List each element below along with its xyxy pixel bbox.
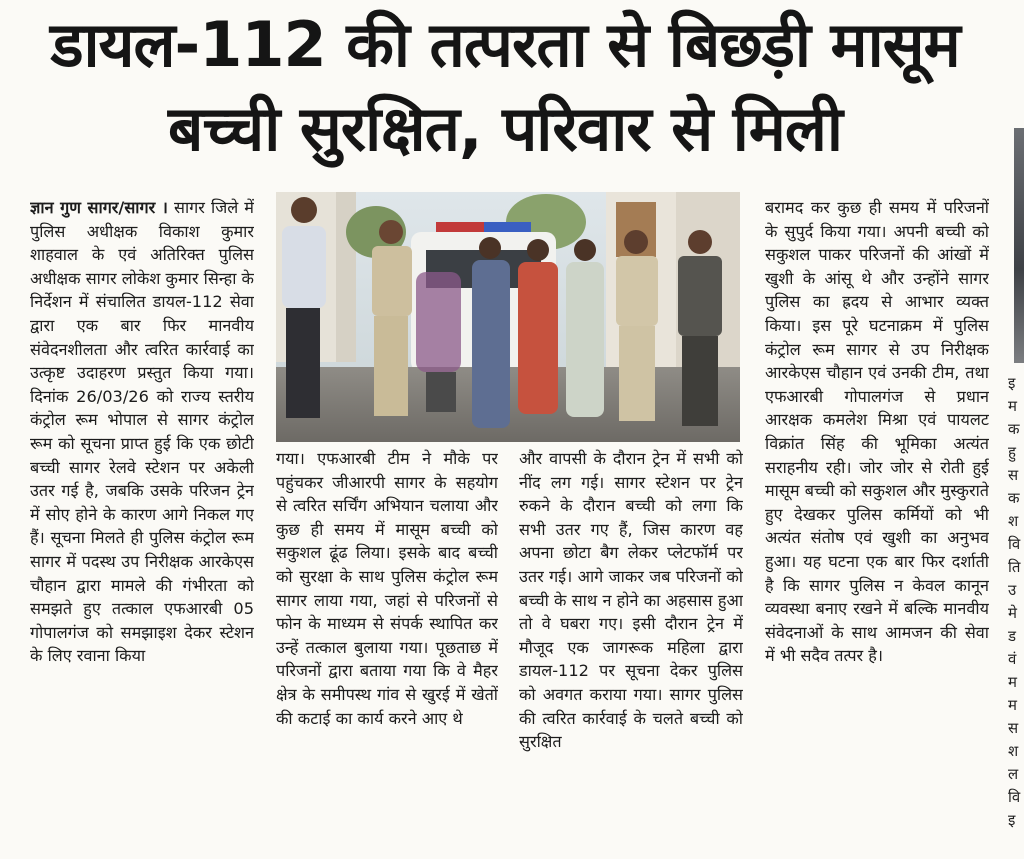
article-column-1: [30, 196, 254, 856]
column-1-text: सागर जिले में पुलिस अधीक्षक विकाश कुमार शाहवाल के एवं अतिरिक्त पुलिस अधीक्षक सागर लोकेश कुमार सिन्हा के निर्देशन में संचालित डायल-112 सेवा द्वारा एक बार फिर मानवीय संवेदनशीलता और त्वरित कार्रवाई का उत्कृष्ट उदाहरण प्रस्तुत किया गया। दिनांक 26/03/26 को राज्य स्तरीय कंट्रोल रूम भोपाल से सागर कंट्रोल रूम को सूचना प्राप्त हुई कि एक छोटी बच्ची सागर रेलवे स्टेशन पर अकेली उतर गई है, जबकि उसके परिजन ट्रेन में सोए होने के कारण आगे निकल गए हैं। सूचना मिलते ही पुलिस कंट्रोल रूम सागर में पदस्थ उप निरीक्षक आरकेएस चौहान द्वारा मामले की गंभीरता को समझते हुए तत्काल एफआरबी 05 गोपालगंज को समझाइश देकर स्टेशन के लिए रवाना किया: [30, 198, 254, 666]
column-2-text: गया। एफआरबी टीम ने मौके पर पहुंचकर जीआरपी सागर के सहयोग से त्वरित सर्चिंग अभियान चलाया और कुछ ही समय में मासूम बच्ची को सकुशल ढूंढ लिया। इसके बाद बच्ची को सुरक्षा के साथ पुलिस कंट्रोल रूम सागर लाया गया, जहां से परिजनों से फोन के माध्यम से संपर्क स्थापित कर उन्हें तत्काल बुलाया गया। पूछताछ में परिजनों द्वारा बताया गया कि वे मैहर क्षेत्र के समीपस्थ गांव से खुरई में खेतों की कटाई का कार्य करने आए थे: [276, 449, 498, 728]
column-3-text: और वापसी के दौरान ट्रेन में सभी को नींद लग गई। सागर स्टेशन पर ट्रेन रुकने के दौरान बच्ची को लगा कि सभी उतर गए हैं, जिस कारण वह अपना छोटा बैग लेकर प्लेटफॉर्म पर उतर गई। आगे जाकर जब परिजनों को बच्ची के साथ न होने का अहसास हुआ तो वे घबरा गए। इसी दौरान ट्रेन में मौजूद एक जागरूक महिला द्वारा डायल-112 पर सूचना देकर पुलिस को अवगत कराया गया। सागर पुलिस की त्वरित कार्रवाई के चलते बच्ची को सुरक्षित: [519, 449, 743, 752]
news-photo: [276, 192, 740, 442]
headline-line-1: डायल-112 की तत्परता से बिछड़ी मासूम: [50, 8, 960, 81]
group-photo-illustration: [276, 192, 740, 442]
adjacent-photo-edge: [1014, 128, 1024, 363]
article-column-4: [765, 196, 989, 856]
headline-line-2: बच्ची सुरक्षित, परिवार से मिली: [168, 92, 842, 165]
article-column-2: [276, 447, 498, 857]
article-column-3: [519, 447, 743, 857]
byline: ज्ञान गुण सागर/सागर ।: [30, 198, 168, 217]
adjacent-column-edge: इ म क हु स क श वि ति उ मे ड वं म म स श ल वि इ: [1008, 374, 1021, 829]
column-4-text: बरामद कर कुछ ही समय में परिजनों के सुपुर्द किया गया। अपनी बच्ची को सकुशल पाकर परिजनों की आंखों में खुशी के आंसू थे और उन्होंने सागर पुलिस का ह्रदय से आभार व्यक्त किया। इस पूरे घटनाक्रम में पुलिस कंट्रोल रूम सागर से उप निरीक्षक आरकेएस चौहान एवं उनकी टीम, तथा एफआरबी गोपालगंज से प्रधान आरक्षक कमलेश मिश्रा एवं पायलट विक्रांत सिंह की भूमिका अत्यंत सराहनीय रही। जोर जोर से रोती हुई मासूम बच्ची को सकुशल और मुस्कुराते हुए देखकर पुलिस कर्मियों को भी अत्यंत संतोष एवं खुशी का अनुभव हुआ। यह घटना एक बार फिर दर्शाती है कि सागर पुलिस न केवल कानून व्यवस्था बनाए रखने में बल्कि मानवीय संवेदनाओं के साथ आमजन की सेवा में भी सदैव तत्पर है।: [765, 198, 989, 666]
